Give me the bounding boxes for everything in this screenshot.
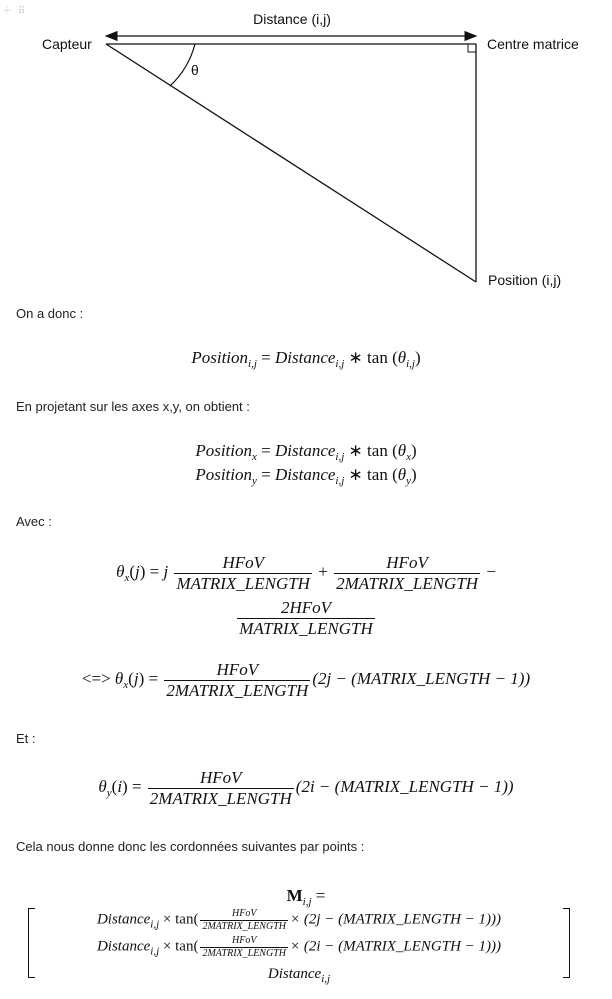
equation-position-y: Position$_y$ = Distance$_{i,j}$ ∗ $\tan (\theta_y)$ bbox=[195, 465, 417, 487]
position-label: Position (i,j) bbox=[488, 272, 562, 288]
matrix-row-y: Distance$_{i,j}$ × tan( $\frac{\text{HFoV}}{\text{2MATRIX\_LENGTH}}$ × (2i − (MATRIX_LENGTH − 1))) bbox=[96, 935, 502, 959]
capteur-label: Capteur bbox=[42, 36, 92, 52]
drag-handle-icon[interactable]: ⠿ bbox=[18, 6, 26, 17]
equation-position: Position$_{i,j}$ = Distance$_{i,j}$ ∗ $\tan (\theta_{i,j})$ bbox=[191, 348, 421, 370]
equation-position-x: Position$_x$ = Distance$_{i,j}$ ∗ $\tan (\theta_x)$ bbox=[195, 441, 417, 463]
distance-label: Distance (i,j) bbox=[253, 11, 331, 27]
hypotenuse bbox=[106, 44, 476, 282]
matrix-title: $M_{i,j}$ = bbox=[286, 886, 326, 908]
paragraph-et: Et : bbox=[16, 731, 36, 746]
add-icon[interactable]: ＋ bbox=[2, 6, 12, 17]
paragraph-projection: En projetant sur les axes x,y, on obtient : bbox=[16, 399, 250, 414]
coordinates-matrix bbox=[28, 908, 570, 985]
paragraph-coordonnees: Cela nous donne donc les cordonnées suivantes par points : bbox=[16, 839, 365, 854]
theta-label: θ bbox=[191, 62, 199, 78]
centre-matrice-label: Centre matrice bbox=[487, 36, 579, 52]
right-angle-marker bbox=[468, 44, 476, 52]
matrix-row-x: Distance$_{i,j}$ × tan( $\frac{\text{HFoV}}{\text{2MATRIX\_LENGTH}}$ × (2j − (MATRIX_LENGTH − 1))) bbox=[96, 908, 502, 932]
paragraph-on-a-donc: On a donc : bbox=[16, 306, 84, 321]
equation-theta-x-continued: $\frac{\text{2HFoV}}{\text{MATRIX\_LENGTH}}$ bbox=[239, 598, 373, 638]
paragraph-avec: Avec : bbox=[16, 514, 52, 529]
triangle-diagram bbox=[0, 0, 612, 300]
equation-theta-x: $\theta_x(j) = j$ $\frac{\text{HFoV}}{\text{MATRIX\_LENGTH}}$ + $\frac{\text{HFoV}}{\text{2MATRIX\_LENGTH}}$ − bbox=[116, 553, 496, 593]
equation-theta-y: $\theta_y(i)$ = $\frac{\text{HFoV}}{\text{2MATRIX\_LENGTH}}$ (2i − (MATRIX_LENGTH − 1)) bbox=[98, 768, 514, 808]
equation-theta-x-simplified: <=> $\theta_x(j)$ = $\frac{\text{HFoV}}{\text{2MATRIX\_LENGTH}}$ (2j − (MATRIX_LENGTH − 1)) bbox=[81, 660, 531, 700]
matrix-row-z: Distance$_{i,j}$ bbox=[267, 965, 331, 985]
